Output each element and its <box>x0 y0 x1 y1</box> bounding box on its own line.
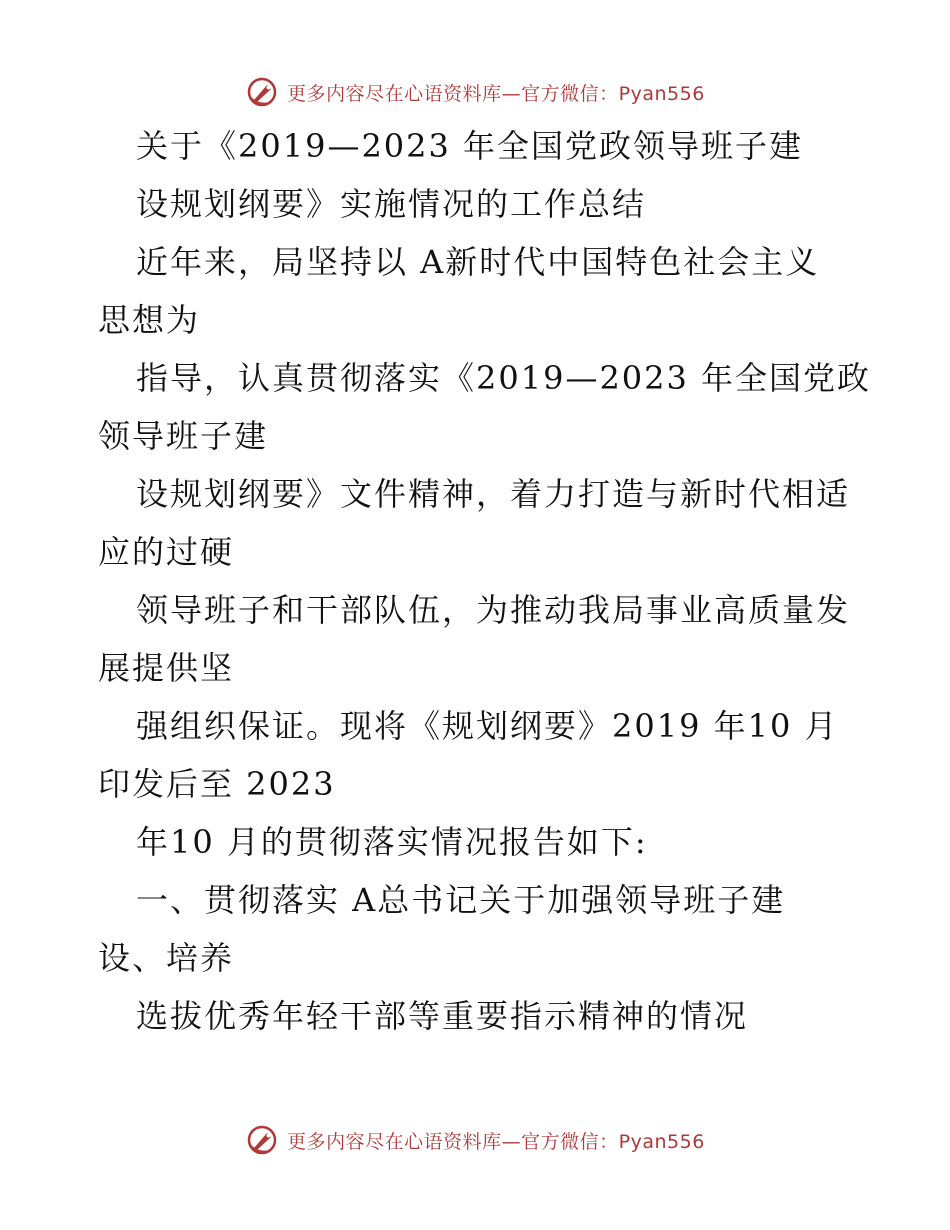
paragraph-line: 设规划纲要》文件精神，着力打造与新时代相适 <box>136 475 851 513</box>
footer-watermark-banner <box>0 1120 950 1160</box>
watermark-text: 更多内容尽在心语资料库—官方微信：Pyan556 <box>287 1130 705 1153</box>
section-heading-line: 设、培养 <box>98 939 235 977</box>
section-heading-line: 一、贯彻落实 A总书记关于加强领导班子建 <box>136 881 786 919</box>
paragraph-line: 展提供坚 <box>98 649 235 687</box>
title-line-2: 设规划纲要》实施情况的工作总结 <box>136 185 647 223</box>
paragraph-line: 年10 月的贯彻落实情况报告如下: <box>136 823 648 861</box>
paragraph-line: 印发后至 2023 <box>98 765 336 803</box>
title-line-1: 关于《2019—2023 年全国党政领导班子建 <box>136 127 804 165</box>
pen-nib-circle-icon <box>245 1123 279 1157</box>
paragraph-line: 领导班子和干部队伍，为推动我局事业高质量发 <box>136 591 851 629</box>
paragraph-line: 思想为 <box>98 301 201 339</box>
paragraph-line: 近年来，局坚持以 A新时代中国特色社会主义 <box>136 243 820 281</box>
header-watermark-banner <box>0 72 950 112</box>
paragraph-line: 应的过硬 <box>98 533 235 571</box>
pen-nib-circle-icon <box>245 75 279 109</box>
watermark-text: 更多内容尽在心语资料库—官方微信：Pyan556 <box>287 82 705 105</box>
paragraph-line: 指导，认真贯彻落实《2019—2023 年全国党政 <box>136 359 872 397</box>
section-heading-line: 选拔优秀年轻干部等重要指示精神的情况 <box>136 997 749 1035</box>
paragraph-line: 领导班子建 <box>98 417 269 455</box>
paragraph-line: 强组织保证。现将《规划纲要》2019 年10 月 <box>136 707 839 745</box>
